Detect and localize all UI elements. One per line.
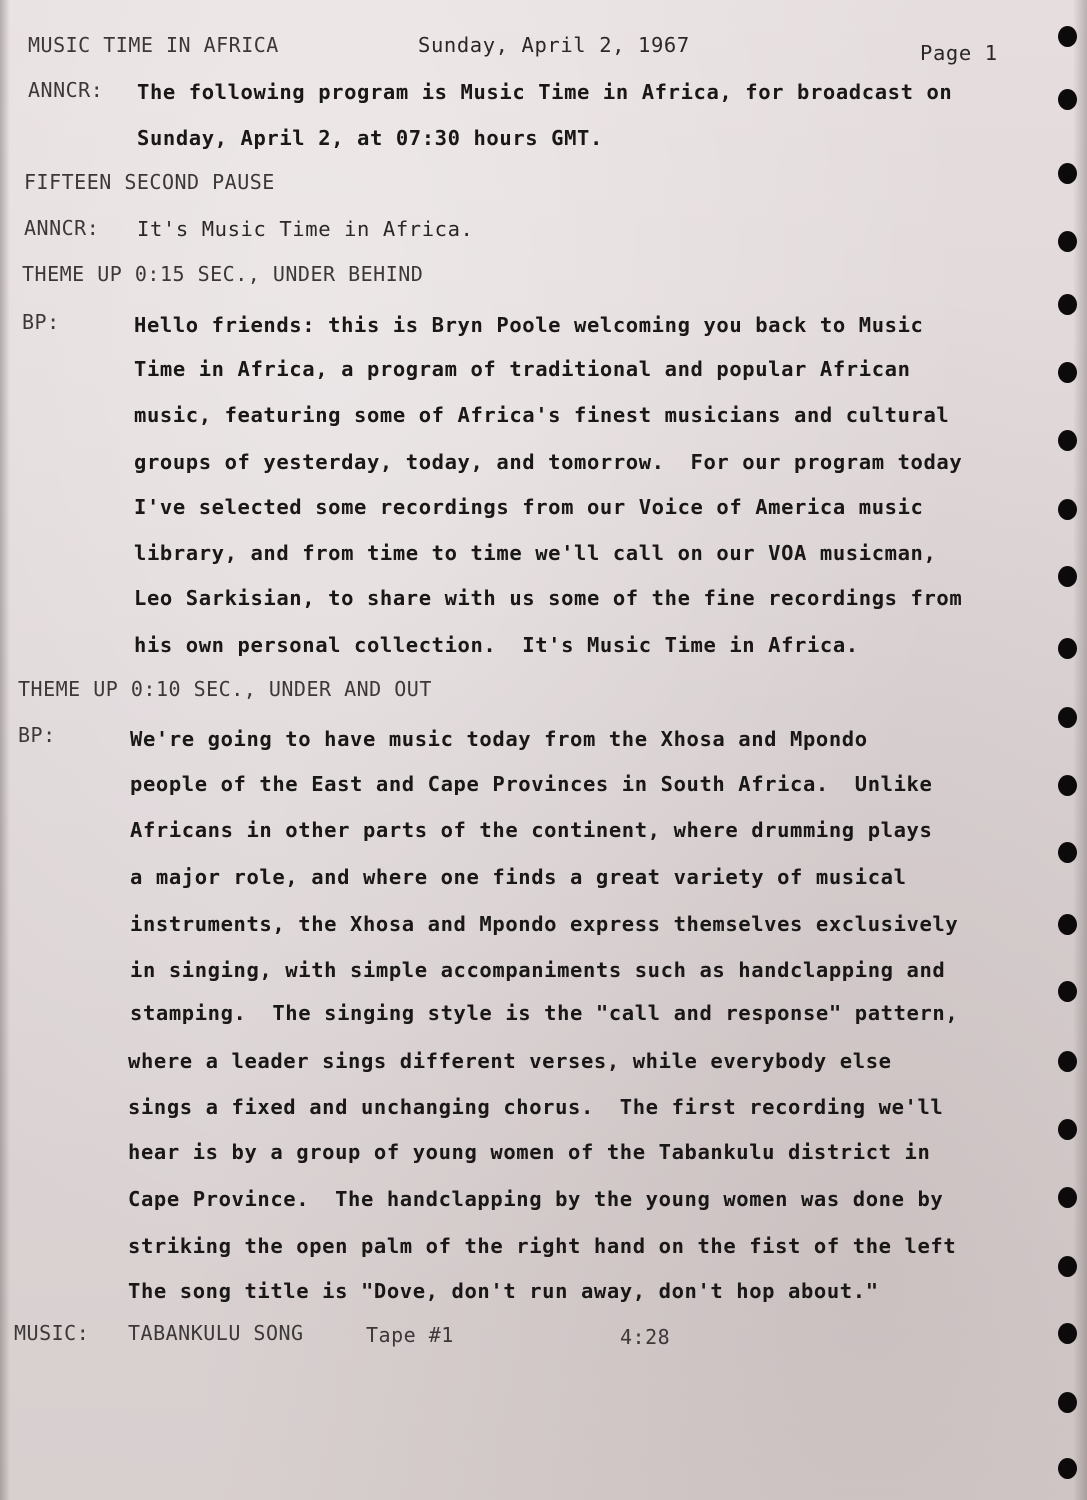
feed-hole (1058, 26, 1077, 47)
script-line: hear is by a group of young women of the Tabankulu district in (128, 1140, 931, 1164)
script-line: Africans in other parts of the continent, where drumming plays (130, 818, 933, 842)
script-line: striking the open palm of the right hand on the fist of the left (128, 1234, 957, 1258)
script-line: It's Music Time in Africa. (137, 217, 474, 241)
script-line: stamping. The singing style is the "call and response" pattern, (130, 1001, 959, 1025)
feed-hole (1058, 1458, 1077, 1479)
feed-hole (1058, 1051, 1077, 1072)
feed-hole (1058, 566, 1077, 587)
script-line: library, and from time to time we'll call on our VOA musicman, (134, 541, 937, 565)
script-line: his own personal collection. It's Music Time in Africa. (134, 633, 859, 657)
speaker-label: ANNCR: (24, 216, 100, 240)
script-line: people of the East and Cape Provinces in South Africa. Unlike (130, 772, 933, 796)
script-line: instruments, the Xhosa and Mpondo express themselves exclusively (130, 912, 959, 936)
feed-hole (1058, 1187, 1077, 1208)
script-line: I've selected some recordings from our Voice of America music (134, 495, 924, 519)
feed-hole (1058, 294, 1077, 315)
feed-hole (1058, 1323, 1077, 1344)
page-number: Page 1 (920, 41, 998, 65)
script-line: groups of yesterday, today, and tomorrow. For our program today (134, 450, 963, 474)
stage-direction: FIFTEEN SECOND PAUSE (24, 170, 275, 194)
feed-hole (1058, 1256, 1077, 1277)
script-line: Leo Sarkisian, to share with us some of the fine recordings from (134, 586, 963, 610)
script-line: sings a fixed and unchanging chorus. The first recording we'll (128, 1095, 944, 1119)
feed-hole (1058, 89, 1077, 110)
stage-direction: THEME UP 0:15 SEC., UNDER BEHIND (22, 262, 424, 286)
feed-hole (1058, 231, 1077, 252)
script-line: in singing, with simple accompaniments such as handclapping and (130, 958, 946, 982)
feed-hole (1058, 430, 1077, 451)
script-line: The song title is "Dove, don't run away, don't hop about." (128, 1279, 879, 1303)
broadcast-date: Sunday, April 2, 1967 (418, 33, 690, 57)
speaker-label: BP: (18, 723, 56, 747)
music-title: TABANKULU SONG (128, 1321, 304, 1345)
script-line: Time in Africa, a program of traditional and popular African (134, 357, 911, 381)
speaker-label: MUSIC: (14, 1321, 90, 1345)
script-line: where a leader sings different verses, while everybody else (128, 1049, 892, 1073)
feed-hole (1058, 842, 1077, 863)
feed-hole (1058, 775, 1077, 796)
feed-hole (1058, 362, 1077, 383)
tractor-feed-holes (1053, 0, 1077, 1500)
script-line: We're going to have music today from the Xhosa and Mpondo (130, 727, 868, 751)
feed-hole (1058, 1392, 1077, 1413)
feed-hole (1058, 163, 1077, 184)
script-line: Sunday, April 2, at 07:30 hours GMT. (137, 126, 603, 150)
speaker-label: ANNCR: (28, 78, 104, 102)
script-line: a major role, and where one finds a great variety of musical (130, 865, 907, 889)
feed-hole (1058, 914, 1077, 935)
script-line: music, featuring some of Africa's finest musicians and cultural (134, 403, 950, 427)
program-title: MUSIC TIME IN AFRICA (28, 33, 279, 57)
music-duration: 4:28 (620, 1325, 671, 1349)
speaker-label: BP: (22, 310, 60, 334)
paper-edge-shadow-left (0, 0, 10, 1500)
feed-hole (1058, 707, 1077, 728)
script-line: The following program is Music Time in Africa, for broadcast on (137, 80, 953, 104)
stage-direction: THEME UP 0:10 SEC., UNDER AND OUT (18, 677, 432, 701)
feed-hole (1058, 981, 1077, 1002)
tape-number: Tape #1 (366, 1323, 454, 1347)
feed-hole (1058, 499, 1077, 520)
script-line: Cape Province. The handclapping by the young women was done by (128, 1187, 944, 1211)
feed-hole (1058, 638, 1077, 659)
script-line: Hello friends: this is Bryn Poole welcoming you back to Music (134, 313, 924, 337)
feed-hole (1058, 1119, 1077, 1140)
